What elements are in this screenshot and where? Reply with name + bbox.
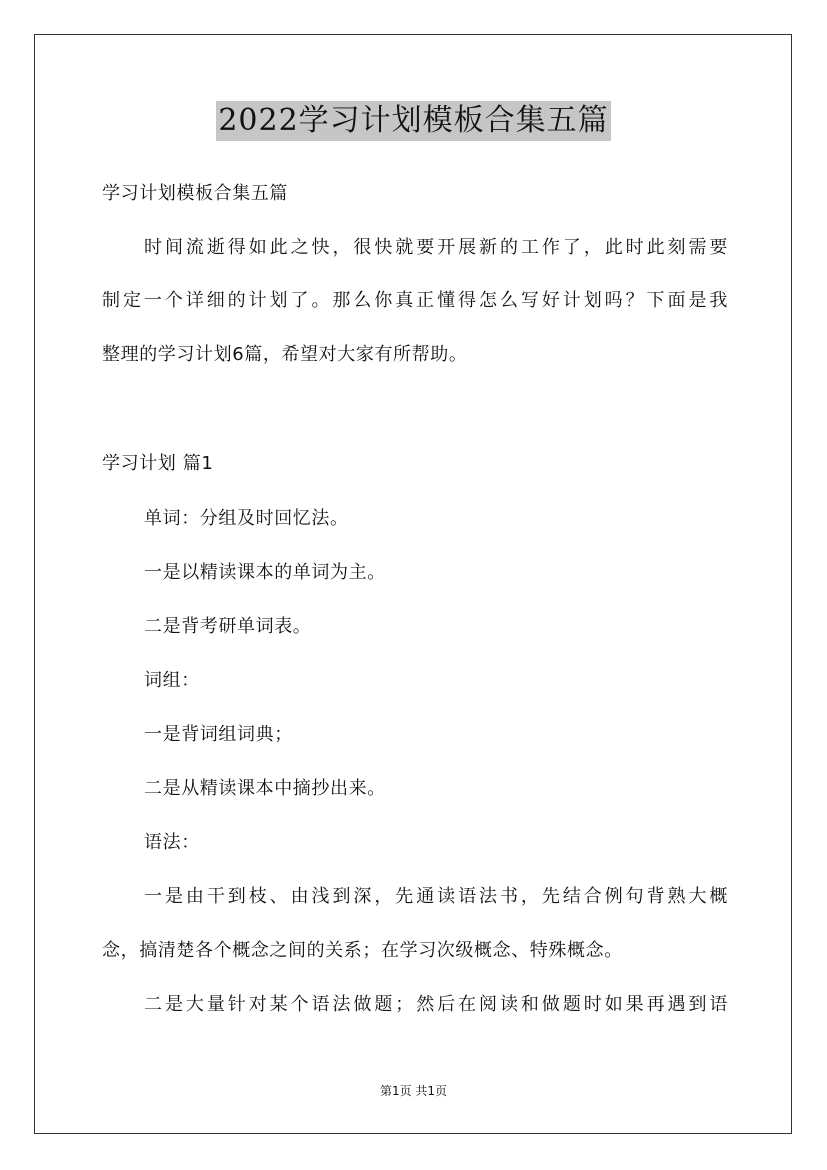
intro-line-2: 制定一个详细的计划了。那么你真正懂得怎么写好计划吗？下面是我 bbox=[102, 290, 728, 311]
document-title: 2022学习计划模板合集五篇 bbox=[216, 101, 610, 141]
intro-line-1: 时间流逝得如此之快，很快就要开展新的工作了，此时此刻需要 bbox=[144, 237, 728, 258]
list-item: 语法： bbox=[144, 832, 200, 853]
list-item: 二是从精读课本中摘抄出来。 bbox=[144, 778, 386, 799]
section-heading: 学习计划 篇1 bbox=[102, 453, 214, 474]
grammar-paragraph-1-line-1: 一是由干到枝、由浅到深，先通读语法书，先结合例句背熟大概 bbox=[144, 886, 728, 907]
list-item: 一是背词组词典； bbox=[144, 724, 293, 745]
page-footer: 第1页 共1页 bbox=[379, 1084, 448, 1098]
list-item: 词组： bbox=[144, 670, 200, 691]
list-item: 一是以精读课本的单词为主。 bbox=[144, 562, 386, 583]
list-item: 二是背考研单词表。 bbox=[144, 616, 312, 637]
intro-line-3: 整理的学习计划6篇，希望对大家有所帮助。 bbox=[102, 344, 468, 365]
grammar-paragraph-1-line-2: 念，搞清楚各个概念之间的关系；在学习次级概念、特殊概念。 bbox=[102, 940, 623, 961]
grammar-paragraph-2-line-1: 二是大量针对某个语法做题；然后在阅读和做题时如果再遇到语 bbox=[144, 994, 728, 1015]
list-item: 单词：分组及时回忆法。 bbox=[144, 508, 349, 529]
title-container bbox=[0, 101, 827, 141]
subtitle: 学习计划模板合集五篇 bbox=[102, 183, 288, 204]
